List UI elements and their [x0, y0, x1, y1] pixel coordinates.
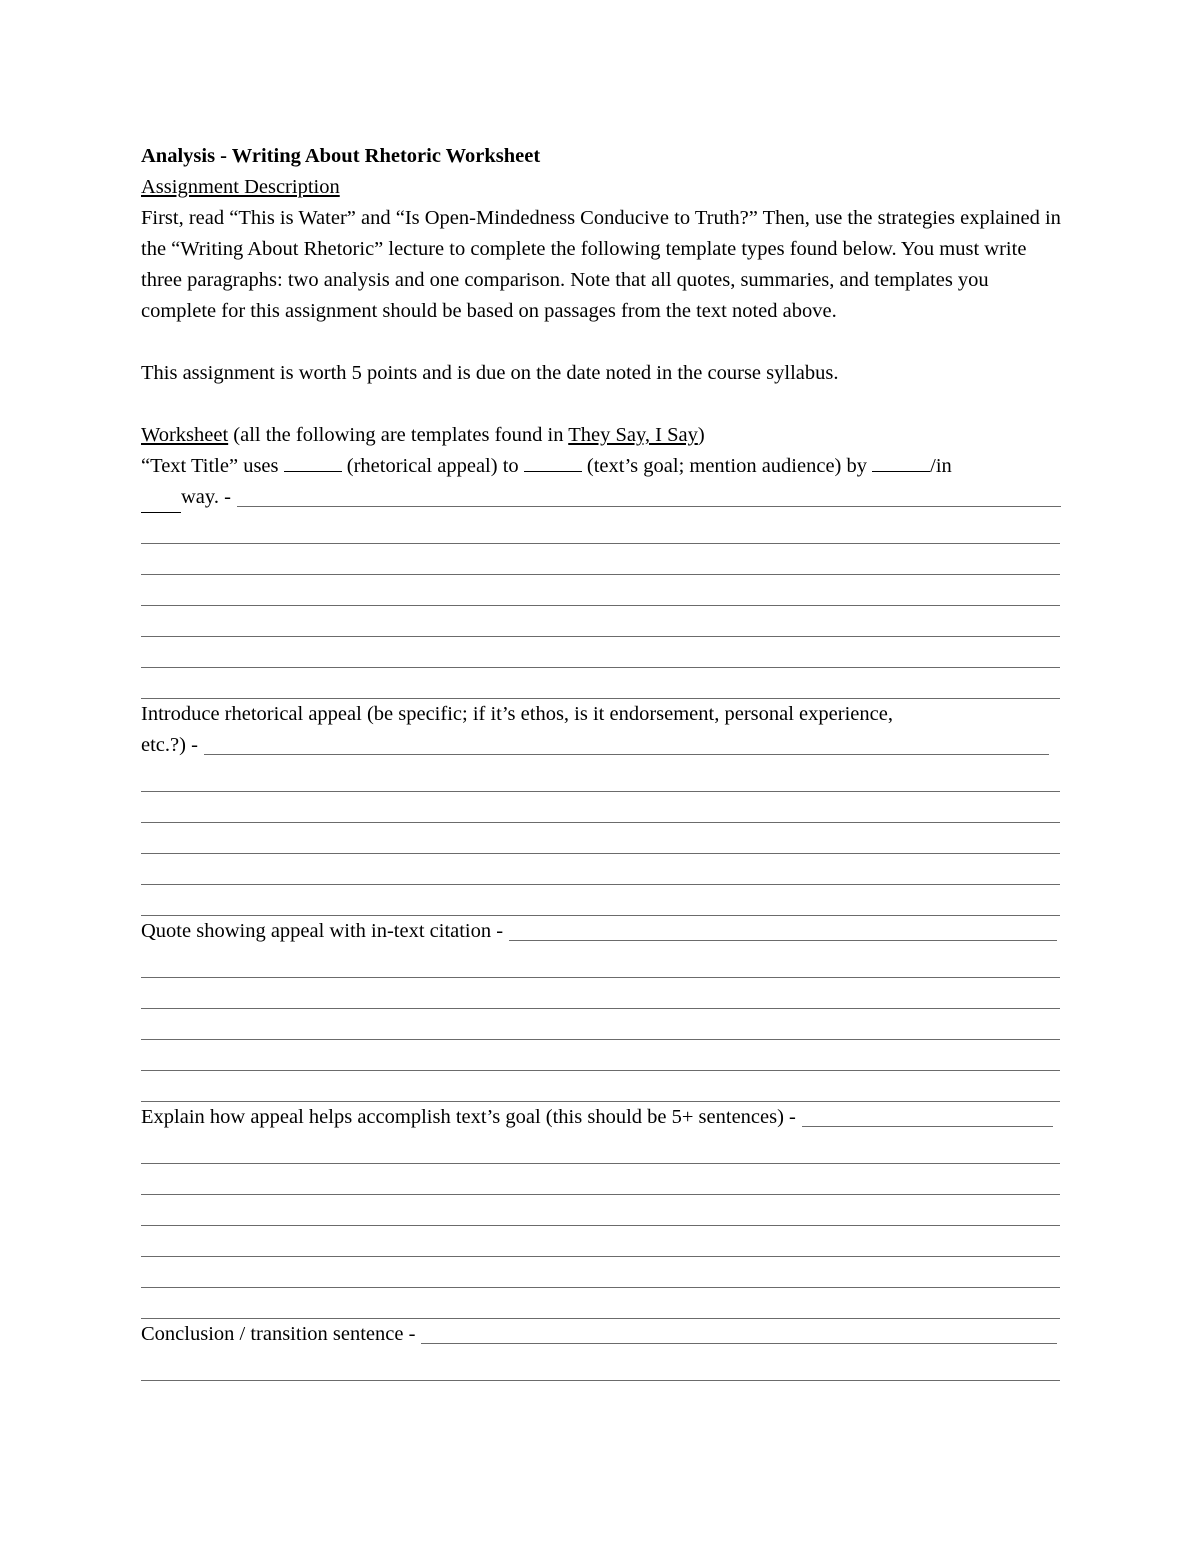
answer-line[interactable]: [141, 1350, 1060, 1381]
template-part2: (rhetorical appeal) to: [341, 455, 524, 477]
answer-line[interactable]: [141, 513, 1060, 544]
template-part1: “Text Title” uses: [141, 455, 284, 477]
spacer: [141, 389, 1061, 420]
answer-line[interactable]: [141, 854, 1060, 885]
explain-prompt: Explain how appeal helps accomplish text’s goal (this should be 5+ sentences) -: [141, 1106, 796, 1128]
answer-line[interactable]: [141, 792, 1060, 823]
rhetorical-appeal-blank[interactable]: [284, 451, 342, 472]
answer-line[interactable]: [141, 1195, 1060, 1226]
answer-line[interactable]: [141, 668, 1060, 699]
template-part5: way. -: [181, 486, 231, 508]
answer-line[interactable]: [141, 1288, 1060, 1319]
book-title: They Say, I Say: [568, 424, 698, 446]
spacer: [141, 327, 1061, 358]
answer-line[interactable]: [141, 637, 1060, 668]
answer-line[interactable]: [237, 506, 1061, 507]
answer-line[interactable]: [141, 978, 1060, 1009]
texts-goal-blank[interactable]: [524, 451, 582, 472]
answer-line[interactable]: [141, 544, 1060, 575]
answer-line[interactable]: [141, 1226, 1060, 1257]
worksheet-intro-post: ): [697, 424, 705, 446]
answer-line[interactable]: [141, 1164, 1060, 1195]
document-title: Analysis - Writing About Rhetoric Worksheet: [141, 145, 541, 167]
template-part3: (text’s goal; mention audience) by: [581, 455, 873, 477]
answer-line[interactable]: [204, 754, 1049, 755]
worksheet-heading-text: Worksheet: [141, 424, 229, 446]
quote-row: [141, 916, 1057, 947]
template-answer-row: [141, 482, 1061, 513]
way-blank[interactable]: [141, 492, 181, 513]
worksheet-intro-pre: (all the following are templates found in: [228, 424, 569, 446]
answer-line[interactable]: [141, 1009, 1060, 1040]
explain-row: [141, 1102, 1053, 1133]
conclusion-row: [141, 1319, 1057, 1350]
worksheet-page: [141, 141, 1061, 1381]
answer-line[interactable]: [421, 1343, 1057, 1344]
answer-line[interactable]: [141, 761, 1060, 792]
description-heading: [141, 172, 1061, 203]
description-paragraph: First, read “This is Water” and “Is Open-Mindedness Conducive to Truth?” Then, use the strategies explained in the “Writing About Rhetoric” lecture to complete the following template types found below. You must write three paragraphs: two analysis and one comparison. Note that all quotes, summaries, and templates you complete for this assignment should be based on passages from the text noted above.: [141, 207, 1061, 322]
answer-line[interactable]: [141, 947, 1060, 978]
answer-line[interactable]: [141, 885, 1060, 916]
answer-line[interactable]: [141, 823, 1060, 854]
answer-line[interactable]: [141, 1040, 1060, 1071]
template-part4: /in: [930, 455, 952, 477]
method-blank[interactable]: [872, 451, 930, 472]
description-heading-text: Assignment Description: [141, 176, 340, 198]
answer-line[interactable]: [141, 1071, 1060, 1102]
worksheet-heading: [141, 420, 1061, 451]
answer-line[interactable]: [802, 1126, 1053, 1127]
conclusion-prompt: Conclusion / transition sentence -: [141, 1323, 416, 1345]
rhetorical-appeal-prompt-cont: etc.?) -: [141, 734, 198, 756]
template-sentence: [141, 451, 1061, 482]
rhetorical-appeal-row: [141, 730, 1049, 761]
quote-prompt: Quote showing appeal with in-text citation -: [141, 920, 504, 942]
answer-line[interactable]: [141, 1257, 1060, 1288]
answer-line[interactable]: [509, 940, 1057, 941]
rhetorical-appeal-prompt: Introduce rhetorical appeal (be specific; if it’s ethos, is it endorsement, personal experience,: [141, 703, 893, 725]
answer-line[interactable]: [141, 1133, 1060, 1164]
answer-line[interactable]: [141, 606, 1060, 637]
points-note: This assignment is worth 5 points and is due on the date noted in the course syllabus.: [141, 362, 839, 384]
answer-line[interactable]: [141, 575, 1060, 606]
